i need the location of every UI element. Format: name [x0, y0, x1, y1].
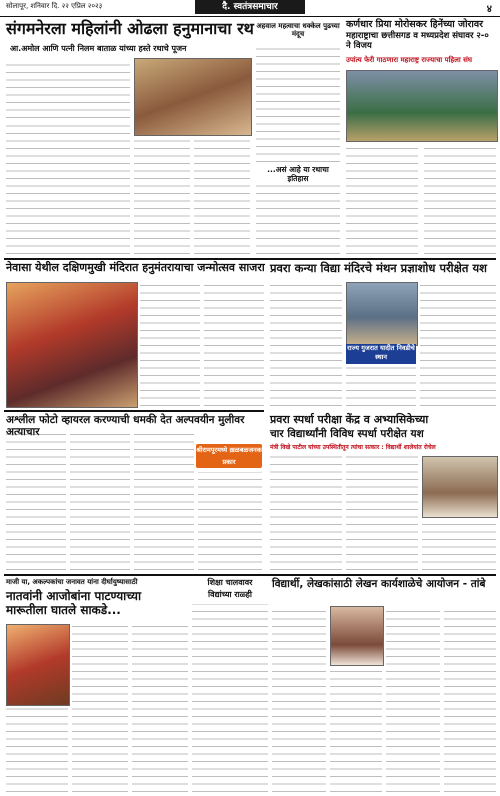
shiksha-title: विद्यांच्या राळ्ही [208, 590, 252, 599]
students-body-col4 [444, 606, 496, 792]
headline-photo-threat: अश्लील फोटो व्हायरल करण्याची धमकी देत अल्पवयीन मुलीवर अत्याचार [6, 414, 245, 439]
maruti-body-col1 [6, 708, 68, 792]
students-body-col3 [386, 606, 440, 792]
shrirampur-badge: श्रीरामपूरमध्ये ख़ळबळजनक प्रकार [196, 446, 262, 466]
masthead-bar [0, 0, 500, 17]
headline-pravara: प्रवरा स्पर्धा परीक्षा केंद्र व अभ्यासिकेच्या [270, 413, 429, 426]
subheadline-karnatak: उपांत्य फेरी गाठणारा महाराष्ट्र राज्याचा पहिला संघ [346, 56, 473, 64]
section-rule-1 [4, 258, 496, 260]
rain-kicker: अहवाल महत्वाचा धक्केल पुढच्या मंदूच [256, 22, 340, 39]
students-body-col2 [330, 668, 382, 792]
rath-history-heading: ...असं आहे या रथाचा इतिहास [267, 165, 329, 183]
threat-body-col3 [134, 434, 194, 570]
masthead-paper-name: दै. स्वतंत्रसमाचार [195, 0, 305, 14]
shiksha-body [192, 604, 268, 792]
headline-newasa: नेवासा येथील दक्षिणमुखी मंदिरात हनुमंतरायाचा जन्मोत्सव साजरा [6, 261, 265, 274]
shiksha-kicker: शिक्षा चालवावर [207, 578, 253, 587]
pravara-body-col2 [346, 456, 418, 570]
karnatak-body-col1 [346, 144, 418, 254]
pravara-photo [422, 456, 498, 518]
hanuman-photo [134, 58, 252, 136]
headline-pravara-2: चार विद्यार्थ्यांनी विविध स्पर्धा परीक्षेत यश [270, 428, 424, 440]
rain-body [256, 42, 340, 162]
hanuman-body-col3 [134, 138, 190, 254]
kanya-body-col1 [270, 282, 342, 406]
subheadline-pravara: मंत्री विखे पाटील यांच्या उपस्थितीतून त्यांचा सत्कार : विद्यार्थी शालेयांत रोचेल [270, 444, 436, 451]
students-body-col1 [272, 606, 326, 792]
kanya-body-col2 [346, 366, 416, 406]
headline-hanuman: संगमनेरला महिलांनी ओढला हनुमानाचा रथ [6, 19, 254, 38]
gujrat-caption: राज्य गुजरात यादीत निवडीचे स्थान [346, 344, 416, 364]
headline-students: विद्यार्थी, लेखकांसाठी लेखन कार्यशाळेचे आयोजन - तांबे [272, 578, 486, 590]
kabaddi-photo [346, 70, 498, 142]
pravara-body-col3 [422, 520, 496, 570]
rath-history-body [256, 180, 340, 254]
subheadline-hanuman: आ.अमोल आणि पत्नी निलम बाताळ यांच्या हस्ते रथाचे पूजन [10, 44, 187, 53]
pravara-body-col1 [270, 456, 342, 570]
threat-body-col4 [198, 472, 262, 570]
newasa-body-col1 [140, 282, 200, 406]
hanuman-body-col4 [194, 138, 250, 254]
kanya-body-col3 [420, 282, 496, 406]
headline-maruti: नातवांनी आजोबांना पाटण्याच्या मारूतीला घातले साकडे... [6, 589, 142, 617]
hanuman-body-col2 [6, 122, 130, 254]
masthead-date: सोलापूर, शनिवार दि. २२ एप्रिल २०२३ [6, 2, 103, 10]
maruti-body-col2 [72, 624, 128, 792]
maruti-kicker: माजी या, अकल्पकांचा जनावत यांना दीर्घायुष्यासाठी [6, 578, 138, 586]
headline-karnatak-2: महाराष्ट्राचा छत्तीसगड व मध्यप्रदेश संघावर २-० ने विजय [346, 31, 489, 51]
maruti-body-col3 [132, 624, 188, 792]
maruti-photo [6, 624, 70, 706]
section-rule-3 [4, 574, 496, 576]
section-rule-2 [4, 410, 264, 412]
tambe-photo [330, 606, 384, 666]
karnatak-body-col2 [424, 144, 496, 254]
page-number: ४ [486, 4, 492, 15]
newasa-photo [6, 282, 138, 408]
threat-body-col2 [70, 434, 130, 570]
headline-kanya: प्रवरा कन्या विद्या मंदिरचे मंथन प्रज्ञाशोध परीक्षेत यश [270, 261, 487, 275]
threat-body-col1 [6, 434, 66, 570]
kanya-photo [346, 282, 418, 346]
newasa-body-col2 [204, 282, 264, 406]
hanuman-body-col1 [6, 58, 130, 118]
headline-karnatak: कर्णधार प्रिया मोरोसकर हिनेंच्या जोरावर [346, 19, 484, 30]
